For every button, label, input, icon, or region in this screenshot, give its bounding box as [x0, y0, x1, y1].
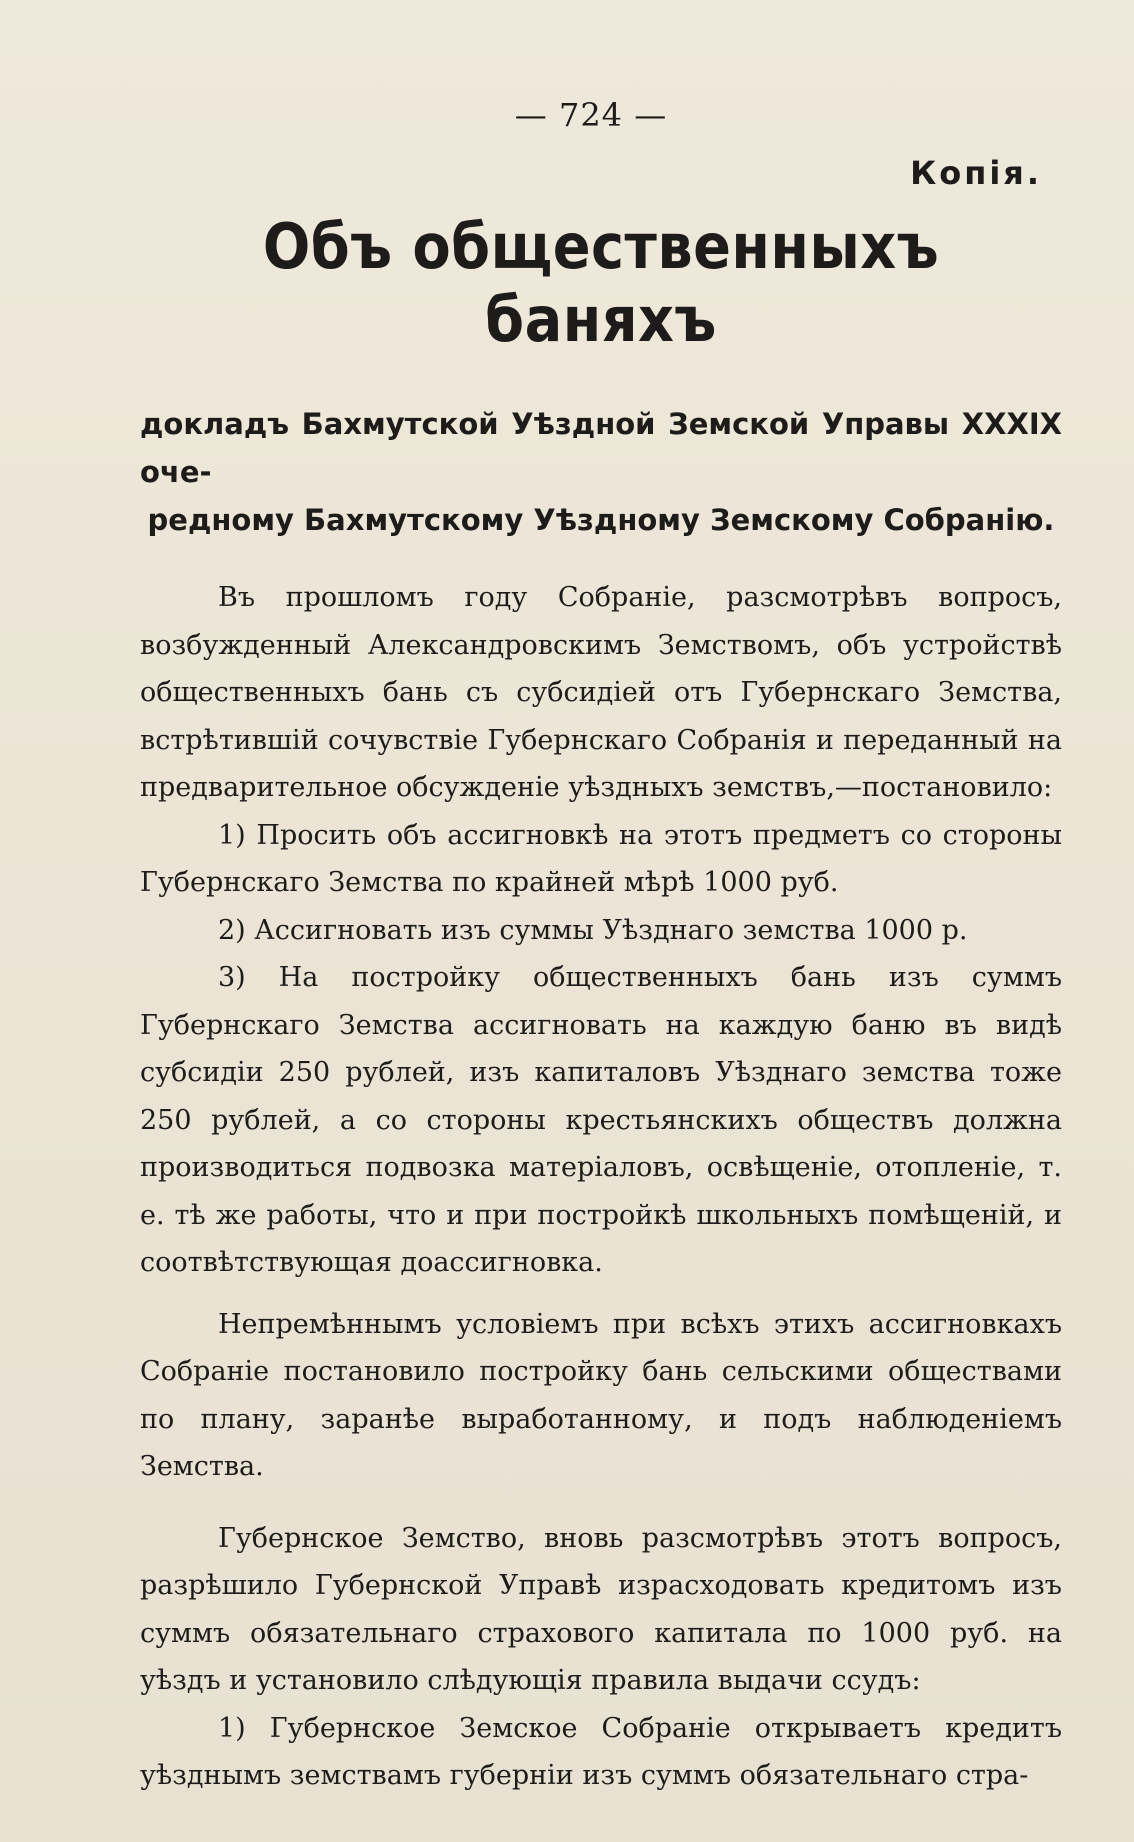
document-subtitle [140, 400, 1062, 544]
document-title: Объ общественныхъ баняхъ [262, 210, 940, 356]
document-body [140, 574, 1062, 1800]
paragraph: 1) Просить объ ассигновкѣ на этотъ предметъ со стороны Губернскаго Земства по крайней мѣрѣ 1000 руб. [140, 819, 1062, 898]
subtitle-line: докладъ Бахмутской Уѣздной Земской Управы XXXIX оче- [140, 407, 1062, 489]
paragraph: 3) На постройку общественныхъ бань изъ суммъ Губернскаго Земства ассигновать на каждую баню въ видѣ субсидіи 250 рублей, изъ капиталовъ Уѣзднаго земства тоже 250 рублей, а со стороны крестьянскихъ обществъ должна производиться подвозка матеріаловъ, освѣщеніе, отопленіе, т. е. тѣ же работы, что и при постройкѣ школьныхъ помѣщеній, и соотвѣтствующая доассигновка. [140, 962, 1062, 1278]
copy-label: Копія. [910, 154, 1042, 192]
paragraph: Въ прошломъ году Собраніе, разсмотрѣвъ вопросъ, возбужденный Александровскимъ Земствомъ, объ устройствѣ общественныхъ бань съ субсидіей отъ Губернскаго Земства, встрѣтившій сочувствіе Губернскаго Собранія и переданный на предварительное обсужденіе уѣздныхъ земствъ,—постановило: [140, 582, 1062, 803]
paragraph: Губернское Земство, вновь разсмотрѣвъ этотъ вопросъ, разрѣшило Губернской Управѣ израсходовать кредитомъ изъ суммъ обязательнаго страхового капитала по 1000 руб. на уѣздъ и установило слѣдующія правила выдачи ссудъ: [140, 1522, 1062, 1696]
paragraph: Непремѣннымъ условіемъ при всѣхъ этихъ ассигновкахъ Собраніе постановило постройку бань сельскими обществами по плану, заранѣе выработанному, и подъ наблюденіемъ Земства. [140, 1308, 1062, 1482]
paragraph: 2) Ассигновать изъ суммы Уѣзднаго земства 1000 р. [218, 914, 968, 946]
subtitle-line: редному Бахмутскому Уѣздному Земскому Собранію. [147, 503, 1055, 537]
paragraph: 1) Губернское Земское Собраніе открываетъ кредитъ уѣзднымъ земствамъ губерніи изъ суммъ обязательнаго стра- [140, 1712, 1062, 1791]
page-number: — 724 — [514, 96, 668, 134]
